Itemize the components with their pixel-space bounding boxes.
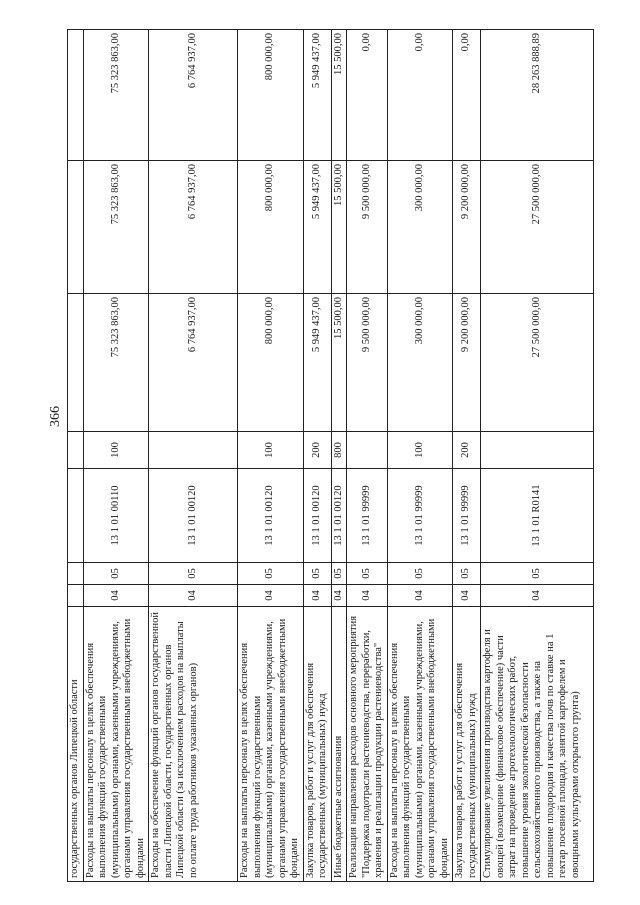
cell-section: 04	[453, 585, 481, 607]
cell-amount-2: 300 000,00	[387, 161, 453, 294]
cell-target-code: 13 1 01 99999	[387, 469, 453, 563]
cell-amount-1: 300 000,00	[387, 294, 453, 432]
cell-target-code: 13 1 01 00120	[238, 469, 304, 563]
cell-expense-type	[149, 432, 238, 469]
cell-section	[68, 585, 84, 607]
table-row	[347, 30, 388, 882]
cell-amount-2: 5 949 437,00	[303, 161, 331, 294]
cell-amount-2: 75 323 863,00	[83, 161, 149, 294]
row-name: Расходы на выплаты персоналу в целях обеспечения выполнения функций государственными (муниципальными) органами, казенными учреждениями, органами управления государственными внебюджетными фондами	[387, 607, 453, 882]
cell-target-code: 13 1 01 99999	[453, 469, 481, 563]
cell-amount-3: 0,00	[347, 30, 388, 161]
cell-amount-2: 6 764 937,00	[149, 161, 238, 294]
cell-amount-1: 6 764 937,00	[149, 294, 238, 432]
cell-amount-3: 75 323 863,00	[83, 30, 149, 161]
cell-subsection: 05	[331, 563, 347, 585]
cell-target-code: 13 1 01 00120	[303, 469, 331, 563]
cell-amount-1: 27 500 000,00	[481, 294, 594, 432]
cell-amount-3: 6 764 937,00	[149, 30, 238, 161]
cell-amount-1: 75 323 863,00	[83, 294, 149, 432]
cell-target-code: 13 1 01 99999	[347, 469, 388, 563]
row-name: Закупка товаров, работ и услуг для обеспечения государственных (муниципальных) нужд	[453, 607, 481, 882]
cell-amount-1: 800 000,00	[238, 294, 304, 432]
row-name: Расходы на выплаты персоналу в целях обеспечения выполнения функций государственными (муниципальными) органами, казенными учреждениями, органами управления государственными внебюджетными фондами	[83, 607, 149, 882]
cell-amount-3: 800 000,00	[238, 30, 304, 161]
row-name: государственных органов Липецкой области	[68, 607, 84, 882]
table-row	[68, 30, 84, 882]
cell-section: 04	[149, 585, 238, 607]
cell-section: 04	[387, 585, 453, 607]
cell-section: 04	[303, 585, 331, 607]
table-row	[149, 30, 238, 882]
rotated-page	[67, 30, 581, 882]
table-row	[303, 30, 331, 882]
cell-target-code: 13 1 01 00110	[83, 469, 149, 563]
cell-expense-type: 800	[331, 432, 347, 469]
cell-subsection: 05	[83, 563, 149, 585]
cell-amount-3: 15 500,00	[331, 30, 347, 161]
cell-amount-2: 15 500,00	[331, 161, 347, 294]
cell-expense-type: 200	[453, 432, 481, 469]
cell-amount-1: 15 500,00	[331, 294, 347, 432]
cell-target-code: 13 1 01 R0141	[481, 469, 594, 563]
cell-section: 04	[481, 585, 594, 607]
cell-amount-1: 9 500 000,00	[347, 294, 388, 432]
cell-amount-2: 27 500 000,00	[481, 161, 594, 294]
cell-subsection: 05	[387, 563, 453, 585]
cell-amount-3: 28 263 888,89	[481, 30, 594, 161]
cell-expense-type	[68, 432, 84, 469]
row-name: Закупка товаров, работ и услуг для обеспечения государственных (муниципальных) нужд	[303, 607, 331, 882]
cell-expense-type: 100	[83, 432, 149, 469]
row-name: Расходы на выплаты персоналу в целях обеспечения выполнения функций государственными (муниципальными) органами, казенными учреждениями, органами управления государственными внебюджетными фондами	[238, 607, 304, 882]
cell-section: 04	[83, 585, 149, 607]
cell-subsection: 05	[453, 563, 481, 585]
cell-amount-1: 5 949 437,00	[303, 294, 331, 432]
table-row	[83, 30, 149, 882]
cell-expense-type	[347, 432, 388, 469]
cell-amount-1	[68, 294, 84, 432]
cell-subsection	[68, 563, 84, 585]
cell-target-code: 13 1 01 00120	[331, 469, 347, 563]
row-name: Реализация направления расходов основного мероприятия "Поддержка подотрасли растениеводства, переработки, хранения и реализации продукции растениеводства"	[347, 607, 388, 882]
cell-subsection: 05	[481, 563, 594, 585]
cell-target-code: 13 1 01 00120	[149, 469, 238, 563]
cell-amount-3: 0,00	[387, 30, 453, 161]
cell-amount-3	[68, 30, 84, 161]
cell-section: 04	[347, 585, 388, 607]
cell-amount-2: 9 200 000,00	[453, 161, 481, 294]
cell-section: 04	[238, 585, 304, 607]
page-number: 366	[48, 406, 63, 427]
table-row	[331, 30, 347, 882]
cell-amount-1: 9 200 000,00	[453, 294, 481, 432]
budget-table	[67, 29, 594, 882]
row-name: Расходы на обеспечение функций органов государственной власти Липецкой области, государственных органов Липецкой области (за исключением расходов на выплаты по оплате труда работников указанных органов)	[149, 607, 238, 882]
row-name: Иные бюджетные ассигнования	[331, 607, 347, 882]
cell-amount-3: 0,00	[453, 30, 481, 161]
cell-expense-type: 100	[238, 432, 304, 469]
cell-amount-3: 5 949 437,00	[303, 30, 331, 161]
table-row	[481, 30, 594, 882]
cell-subsection: 05	[238, 563, 304, 585]
cell-expense-type: 200	[303, 432, 331, 469]
cell-subsection: 05	[303, 563, 331, 585]
cell-amount-2: 9 500 000,00	[347, 161, 388, 294]
table-row	[238, 30, 304, 882]
cell-amount-2: 800 000,00	[238, 161, 304, 294]
row-name: Стимулирование увеличения производства картофеля и овощей (возмещение (финансовое обеспечение) части затрат на проведение агротехнологических работ, повышение уровня экологической безопасности сельскохозяйственного производства, а также на повышение плодородия и качества почв по ставке на 1 гектар посевной площади, занятой картофелем и овощными культурами открытого грунта)	[481, 607, 594, 882]
table-row	[387, 30, 453, 882]
cell-target-code	[68, 469, 84, 563]
cell-subsection: 05	[149, 563, 238, 585]
cell-expense-type: 100	[387, 432, 453, 469]
table-row	[453, 30, 481, 882]
cell-section: 04	[331, 585, 347, 607]
cell-expense-type	[481, 432, 594, 469]
cell-amount-2	[68, 161, 84, 294]
cell-subsection: 05	[347, 563, 388, 585]
